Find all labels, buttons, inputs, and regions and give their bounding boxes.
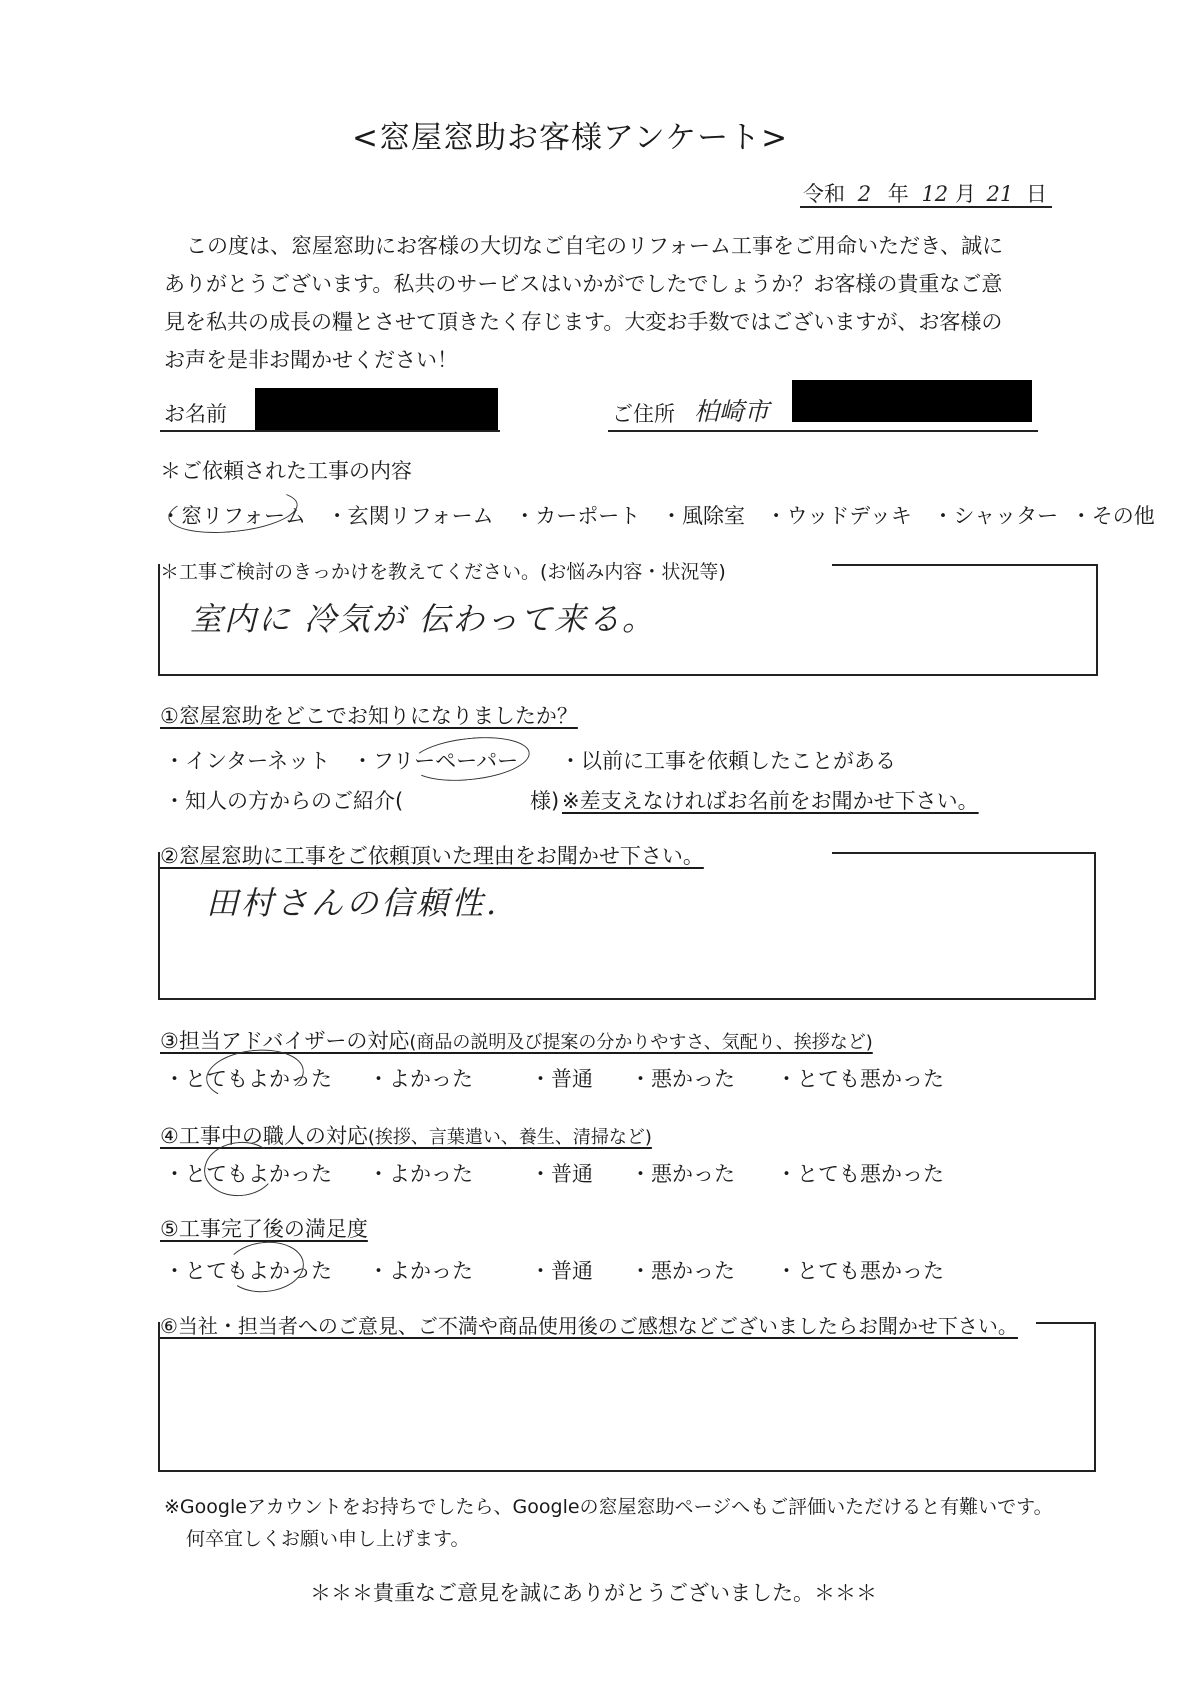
- work-type-options: [160, 500, 1155, 530]
- q4-rating-bad[interactable]: ・悪かった: [630, 1162, 735, 1186]
- reason-heading: ＊工事ご検討のきっかけを教えてください。(お悩み内容・状況等): [160, 561, 726, 583]
- date-year-value: 2: [857, 182, 872, 206]
- q2-answer-box[interactable]: [158, 852, 1096, 1000]
- work-option-carport[interactable]: ・カーポート: [514, 504, 641, 528]
- work-option-wooddeck[interactable]: ・ウッドデッキ: [765, 504, 912, 528]
- q1-option-referral[interactable]: ・知人の方からのご紹介(: [164, 789, 404, 813]
- q4-rating-very-bad[interactable]: ・とても悪かった: [776, 1162, 944, 1186]
- q6-answer-box[interactable]: [158, 1322, 1096, 1472]
- q3-heading-main: ③担当アドバイザーの対応: [160, 1029, 410, 1053]
- address-value: 柏崎市: [694, 397, 770, 426]
- q6-heading: ⑥当社・担当者へのご意見、ご不満や商品使用後のご感想などございましたらお聞かせ下さい。: [160, 1314, 1018, 1338]
- footer-note-line-2: 何卒宜しくお願い申し上げます。: [186, 1528, 470, 1550]
- q5-heading: ⑤工事完了後の満足度: [160, 1217, 368, 1241]
- date-year-label: 年: [887, 182, 909, 206]
- q5-selected-mark: [224, 1238, 307, 1296]
- q3-rating-very-bad[interactable]: ・とても悪かった: [776, 1067, 944, 1091]
- q3-rating-very-good[interactable]: ・とてもよかった: [164, 1067, 332, 1091]
- q1-option-internet[interactable]: ・インターネット: [164, 749, 331, 773]
- q1-heading: ①窓屋窓助をどこでお知りになりましたか？: [160, 704, 578, 728]
- name-label: お名前: [164, 402, 227, 426]
- q4-rating-good[interactable]: ・よかった: [368, 1162, 473, 1186]
- closing-message: ＊＊＊貴重なご意見を誠にありがとうございました。＊＊＊: [310, 1581, 877, 1605]
- q1-option-previous[interactable]: ・以前に工事を依頼したことがある: [560, 749, 896, 773]
- q1-option-freepaper[interactable]: ・フリーペーパー: [352, 749, 519, 773]
- q1-selected-mark: [408, 732, 532, 786]
- q3-rating-good[interactable]: ・よかった: [368, 1067, 473, 1091]
- q6-box-top: [1036, 1322, 1096, 1324]
- address-label: ご住所: [612, 402, 675, 426]
- footer-note-line-1: ※Googleアカウントをお持ちでしたら、Googleの窓屋窓助ページへもご評価いただけると有難いです。: [164, 1496, 1053, 1518]
- q5-rating-average[interactable]: ・普通: [530, 1259, 593, 1283]
- address-redaction: [792, 380, 1032, 422]
- intro-line-2: ありがとうございます。私共のサービスはいかがでしたでしょうか？お客様の貴重なご意: [164, 272, 1003, 296]
- q5-rating-very-good[interactable]: ・とてもよかった: [164, 1259, 332, 1283]
- q2-answer: 田村さんの信頼性.: [206, 884, 500, 922]
- date-underline: [800, 206, 1052, 208]
- q3-rating-average[interactable]: ・普通: [530, 1067, 593, 1091]
- intro-line-1: この度は、窓屋窓助にお客様の大切なご自宅のリフォーム工事をご用命いただき、誠に: [186, 234, 1004, 258]
- q4-heading-sub: (挨拶、言葉遣い、養生、清掃など): [367, 1127, 652, 1148]
- q4-rating-average[interactable]: ・普通: [530, 1162, 593, 1186]
- work-option-entrance[interactable]: ・玄関リフォーム: [326, 504, 494, 528]
- q5-rating-good[interactable]: ・よかった: [368, 1259, 473, 1283]
- work-type-heading: ＊ご依頼された工事の内容: [160, 459, 412, 483]
- work-selected-mark: [166, 483, 300, 538]
- q2-heading: ②窓屋窓助に工事をご依頼頂いた理由をお聞かせ下さい。: [160, 844, 704, 868]
- page-title: <窓屋窓助お客様アンケート>: [352, 120, 789, 156]
- work-option-window[interactable]: ・窓リフォーム: [160, 504, 306, 528]
- intro-line-4: お声を是非お聞かせください！: [164, 348, 458, 372]
- reason-box-top: [832, 564, 1098, 566]
- q1-referral-suffix: 様): [530, 789, 560, 813]
- work-option-other[interactable]: ・その他: [1070, 504, 1155, 528]
- work-option-shutter[interactable]: ・シャッター: [932, 504, 1059, 528]
- q2-box-top: [832, 852, 1096, 854]
- date-day-value: 21: [986, 182, 1014, 206]
- q3-heading-sub: (商品の説明及び提案の分かりやすさ、気配り、挨拶など): [409, 1032, 873, 1053]
- q5-rating-bad[interactable]: ・悪かった: [630, 1259, 735, 1283]
- name-underline: [160, 430, 500, 432]
- q4-heading-main: ④工事中の職人の対応: [160, 1124, 368, 1148]
- q3-rating-bad[interactable]: ・悪かった: [630, 1067, 735, 1091]
- reason-answer: 室内に 冷気が 伝わって来る。: [190, 600, 657, 638]
- q4-rating-very-good[interactable]: ・とてもよかった: [164, 1162, 332, 1186]
- q1-referral-note: ※差支えなければお名前をお聞かせ下さい。: [562, 789, 979, 813]
- address-underline: [608, 430, 1038, 432]
- date-month-label: 月: [954, 182, 976, 206]
- reason-box-top-left: [158, 588, 160, 590]
- q5-rating-very-bad[interactable]: ・とても悪かった: [776, 1259, 944, 1283]
- work-option-windbreak[interactable]: ・風除室: [660, 504, 745, 528]
- date-line: [803, 178, 1047, 208]
- name-redaction: [255, 388, 498, 430]
- intro-line-3: 見を私共の成長の糧とさせて頂きたく存じます。大変お手数ではございますが、お客様の: [164, 310, 1003, 334]
- date-day-label: 日: [1025, 182, 1047, 206]
- date-month-value: 12: [921, 182, 949, 206]
- date-era: 令和: [803, 182, 845, 206]
